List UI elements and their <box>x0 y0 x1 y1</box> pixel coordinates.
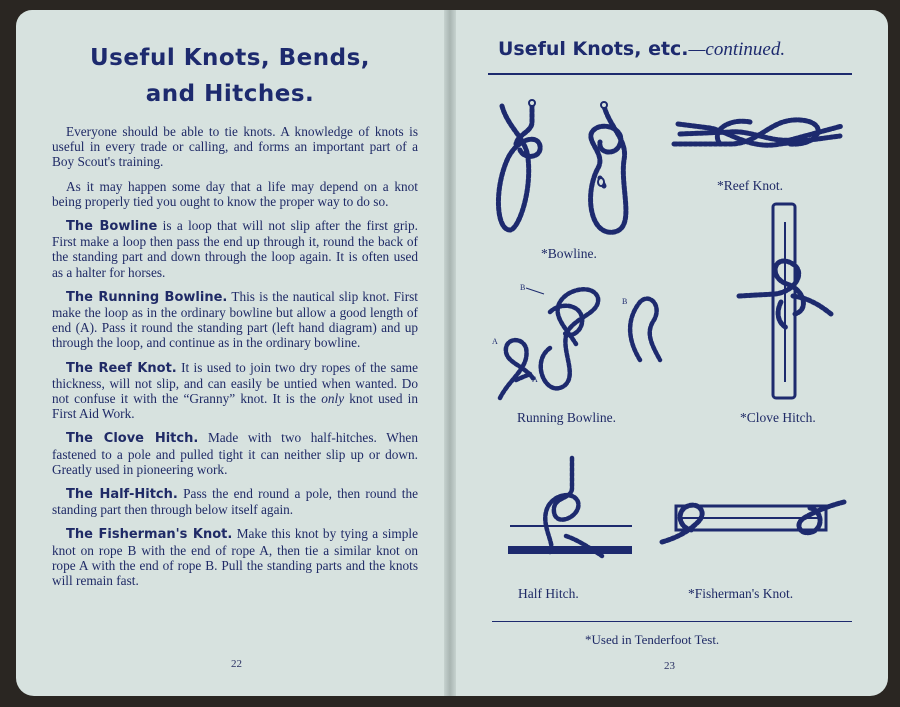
section-text: Make this knot by tying a simple knot on rope B with the end of rope A, then tie a similar knot on rope A with the end of rope B. Pull the standing parts and the knots will remain fast. <box>52 526 418 589</box>
section-bowline <box>52 218 418 280</box>
intro-paragraph-2: As it may happen some day that a life may depend on a knot being properly tied you ought to know the proper way to do so. <box>52 178 418 209</box>
section-heading: The Running Bowline. <box>66 289 228 305</box>
section-heading: The Half-Hitch. <box>66 487 178 503</box>
section-text: knot used in First Aid Work. <box>52 391 418 422</box>
left-page-body <box>52 124 418 597</box>
footnote-rule <box>492 621 852 622</box>
caption-reef-knot: *Reef Knot. <box>717 178 783 193</box>
section-text: It is used to join two dry ropes of the same thickness, will not slip, and can easily be untied when wanted. Do not confuse it with the “Granny” knot. It is the <box>52 359 418 407</box>
right-title-main: Useful Knots, etc. <box>498 38 689 60</box>
section-heading: The Clove Hitch. <box>66 431 199 447</box>
section-text: Pass the end round a pole, then round the standing part then through below itself again. <box>52 486 418 518</box>
section-emphasis: only <box>321 391 345 407</box>
page-number-left: 22 <box>231 658 242 670</box>
section-reef-knot <box>52 360 418 422</box>
section-half-hitch <box>52 486 418 517</box>
section-heading: The Fisherman's Knot. <box>66 527 233 543</box>
section-text: This is the nautical slip knot. First make the loop as in the ordinary bowline but allow a good length of end (A). Pass it round the standing part (left hand diagram) and up through the loop, and continue as in the ordinary bowline. <box>52 288 418 351</box>
section-fishermans-knot <box>52 526 418 588</box>
section-text: Made with two half-hitches. When fastened to a pole and pulled tight it can neither slip up or down. Greatly used in pioneering work. <box>52 430 418 477</box>
section-text: is a loop that will not slip after the first grip. First make a loop then pass the end up through it, round the back of the standing part and down through the loop again. It is often used as a halter for horses. <box>52 218 418 280</box>
caption-half-hitch: Half Hitch. <box>518 586 579 601</box>
bowline-diagram <box>488 98 648 238</box>
diagram-letter-b: B <box>622 297 628 306</box>
title-line-2: and Hitches. <box>145 81 315 107</box>
reef-knot-diagram <box>670 110 850 160</box>
section-heading: The Reef Knot. <box>66 360 177 376</box>
diagram-letter-a: A <box>532 375 538 384</box>
right-page-title <box>498 38 785 61</box>
page-number-right: 23 <box>664 660 675 672</box>
footnote: *Used in Tenderfoot Test. <box>585 632 720 647</box>
half-hitch-diagram <box>506 456 636 566</box>
section-running-bowline <box>52 289 418 351</box>
left-page-title <box>30 40 430 112</box>
caption-bowline: *Bowline. <box>541 246 597 261</box>
right-title-continued: —continued. <box>688 39 786 60</box>
fishermans-knot-diagram <box>658 492 848 552</box>
title-rule <box>488 73 852 75</box>
title-line-1: Useful Knots, Bends, <box>89 45 371 71</box>
section-heading: The Bowline <box>66 219 158 235</box>
running-bowline-diagram <box>490 282 680 402</box>
caption-running-bowline: Running Bowline. <box>517 410 617 425</box>
intro-paragraph-1: Everyone should be able to tie knots. A knowledge of knots is useful in every trade or calling, and forms an important part of a Boy Scout's training. <box>52 124 418 170</box>
caption-fishermans-knot: *Fisherman's Knot. <box>688 586 794 601</box>
clove-hitch-diagram <box>735 202 835 402</box>
diagram-letter-a: A <box>492 337 498 346</box>
section-clove-hitch <box>52 430 418 477</box>
book-gutter <box>444 10 456 696</box>
caption-clove-hitch: *Clove Hitch. <box>740 410 816 425</box>
diagram-letter-b: B <box>520 283 526 292</box>
